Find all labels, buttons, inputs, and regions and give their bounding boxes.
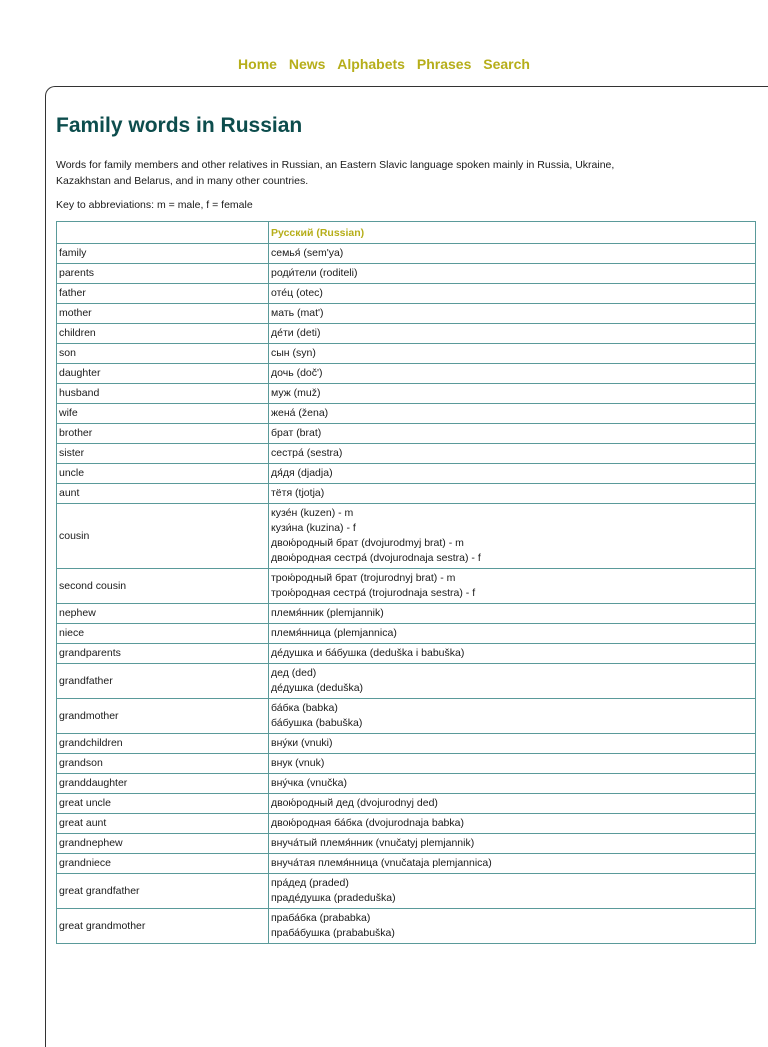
russian-word: тётя (tjotja) xyxy=(271,487,325,499)
russian-word-cell xyxy=(269,874,756,909)
russian-word: внуча́тая племя́нница (vnučataja plemjannica) xyxy=(271,857,492,869)
table-row xyxy=(57,504,756,569)
russian-word: кузе́н (kuzen) - m xyxy=(271,507,354,519)
russian-word-cell xyxy=(269,604,756,624)
russian-word: мать (mat') xyxy=(271,307,324,319)
table-row xyxy=(57,324,756,344)
english-word-cell: father xyxy=(57,284,269,304)
english-word-cell: great grandmother xyxy=(57,909,269,944)
table-row xyxy=(57,484,756,504)
russian-word: внуча́тый племя́нник (vnučatyj plemjannik) xyxy=(271,837,475,849)
family-words-table xyxy=(56,221,756,944)
russian-word-cell xyxy=(269,304,756,324)
russian-word: жена́ (žena) xyxy=(271,407,329,419)
english-word-cell: mother xyxy=(57,304,269,324)
english-word-cell: daughter xyxy=(57,364,269,384)
table-row xyxy=(57,244,756,264)
english-word-cell: granddaughter xyxy=(57,774,269,794)
english-word-cell: grandfather xyxy=(57,664,269,699)
russian-word: трою́родная сестра́ (trojurodnaja sestra) - f xyxy=(271,587,476,599)
russian-word-cell xyxy=(269,284,756,304)
table-row xyxy=(57,814,756,834)
table-row xyxy=(57,304,756,324)
russian-word-cell xyxy=(269,424,756,444)
russian-word-cell xyxy=(269,324,756,344)
russian-word-cell xyxy=(269,664,756,699)
russian-word: трою́родный брат (trojurodnyj brat) - m xyxy=(271,572,456,584)
russian-word: праде́душка (pradeduška) xyxy=(271,892,396,904)
english-word-cell: grandnephew xyxy=(57,834,269,854)
russian-word-cell xyxy=(269,854,756,874)
russian-word: вну́чка (vnučka) xyxy=(271,777,347,789)
russian-word: праба́бушка (prababuška) xyxy=(271,927,395,939)
english-word-cell: husband xyxy=(57,384,269,404)
english-word-cell: aunt xyxy=(57,484,269,504)
table-row xyxy=(57,444,756,464)
russian-word-cell xyxy=(269,484,756,504)
russian-word: двою́родный брат (dvojurodmyj brat) - m xyxy=(271,537,464,549)
russian-word: сын (syn) xyxy=(271,347,316,359)
table-header-row xyxy=(57,222,756,244)
english-word-cell: great uncle xyxy=(57,794,269,814)
header-english xyxy=(57,222,269,244)
top-navigation xyxy=(0,56,768,72)
table-row xyxy=(57,774,756,794)
table-row xyxy=(57,699,756,734)
english-word-cell: sister xyxy=(57,444,269,464)
russian-word: пра́дед (praded) xyxy=(271,877,349,889)
table-row xyxy=(57,464,756,484)
intro-paragraph: Words for family members and other relatives in Russian, an Eastern Slavic language spoken mainly in Russia, Ukraine, Kazakhstan and Belarus, and in many other countries. xyxy=(56,159,615,187)
table-row xyxy=(57,264,756,284)
russian-word: племя́нник (plemjannik) xyxy=(271,607,384,619)
english-word-cell: uncle xyxy=(57,464,269,484)
table-row xyxy=(57,794,756,814)
english-word-cell: grandniece xyxy=(57,854,269,874)
russian-word: двою́родная сестра́ (dvojurodnaja sestra) - f xyxy=(271,552,481,564)
russian-word: внук (vnuk) xyxy=(271,757,325,769)
russian-word: дя́дя (djadja) xyxy=(271,467,333,479)
russian-word-cell xyxy=(269,774,756,794)
table-body xyxy=(57,244,756,944)
russian-word-cell xyxy=(269,444,756,464)
russian-word: дед (ded) xyxy=(271,667,317,679)
russian-word-cell xyxy=(269,404,756,424)
russian-word: ба́бка (babka) xyxy=(271,702,338,714)
russian-word: дочь (doč') xyxy=(271,367,323,379)
russian-word-cell xyxy=(269,834,756,854)
russian-word: роди́тели (roditeli) xyxy=(271,267,358,279)
table-row xyxy=(57,734,756,754)
english-word-cell: grandmother xyxy=(57,699,269,734)
table-row xyxy=(57,664,756,699)
russian-word-cell xyxy=(269,264,756,284)
english-word-cell: niece xyxy=(57,624,269,644)
nav-phrases-link[interactable]: Phrases xyxy=(416,56,472,72)
english-word-cell: son xyxy=(57,344,269,364)
english-word-cell: family xyxy=(57,244,269,264)
russian-word: двою́родная ба́бка (dvojurodnaja babka) xyxy=(271,817,464,829)
table-row xyxy=(57,284,756,304)
english-word-cell: nephew xyxy=(57,604,269,624)
english-word-cell: children xyxy=(57,324,269,344)
table-row xyxy=(57,424,756,444)
english-word-cell: cousin xyxy=(57,504,269,569)
table-row xyxy=(57,909,756,944)
russian-word: муж (muž) xyxy=(271,387,321,399)
russian-word-cell xyxy=(269,624,756,644)
english-word-cell: grandparents xyxy=(57,644,269,664)
abbreviation-key: Key to abbreviations: m = male, f = female xyxy=(56,199,253,211)
table-row xyxy=(57,854,756,874)
russian-word: племя́нница (plemjannica) xyxy=(271,627,397,639)
main-content xyxy=(56,87,768,944)
russian-word-cell xyxy=(269,244,756,264)
nav-search-link[interactable]: Search xyxy=(483,56,530,72)
table-row xyxy=(57,569,756,604)
russian-word-cell xyxy=(269,344,756,364)
english-word-cell: grandson xyxy=(57,754,269,774)
russian-word: вну́ки (vnuki) xyxy=(271,737,333,749)
russian-word-cell xyxy=(269,464,756,484)
russian-word: де́душка (deduška) xyxy=(271,682,364,694)
table-row xyxy=(57,344,756,364)
english-word-cell: wife xyxy=(57,404,269,424)
content-panel xyxy=(45,86,768,1047)
russian-word: кузи́на (kuzina) - f xyxy=(271,522,356,534)
russian-word-cell xyxy=(269,794,756,814)
english-word-cell: great aunt xyxy=(57,814,269,834)
table-row xyxy=(57,604,756,624)
nav-home-link[interactable]: Home xyxy=(238,56,277,72)
table-row xyxy=(57,384,756,404)
russian-word-cell xyxy=(269,569,756,604)
table-row xyxy=(57,364,756,384)
russian-word-cell xyxy=(269,909,756,944)
table-row xyxy=(57,404,756,424)
nav-alphabets-link[interactable]: Alphabets xyxy=(337,56,405,72)
english-word-cell: parents xyxy=(57,264,269,284)
russian-word: брат (brat) xyxy=(271,427,322,439)
table-row xyxy=(57,644,756,664)
table-row xyxy=(57,754,756,774)
page-title: Family words in Russian xyxy=(56,114,303,137)
russian-word-cell xyxy=(269,754,756,774)
russian-word: сестра́ (sestra) xyxy=(271,447,343,459)
table-row xyxy=(57,834,756,854)
russian-word-cell xyxy=(269,814,756,834)
russian-word-cell xyxy=(269,364,756,384)
english-word-cell: brother xyxy=(57,424,269,444)
table-row xyxy=(57,624,756,644)
russian-word: де́душка и ба́бушка (deduška i babuška) xyxy=(271,647,465,659)
russian-word: ба́бушка (babuška) xyxy=(271,717,363,729)
russian-word-cell xyxy=(269,504,756,569)
russian-word: де́ти (deti) xyxy=(271,327,321,339)
russian-word-cell xyxy=(269,734,756,754)
table-row xyxy=(57,874,756,909)
header-russian: Русский (Russian) xyxy=(269,222,756,244)
english-word-cell: second cousin xyxy=(57,569,269,604)
russian-word: семья́ (sem'ya) xyxy=(271,247,344,259)
nav-news-link[interactable]: News xyxy=(288,56,326,72)
russian-word: двою́родный дед (dvojurodnyj ded) xyxy=(271,797,438,809)
english-word-cell: grandchildren xyxy=(57,734,269,754)
english-word-cell: great grandfather xyxy=(57,874,269,909)
russian-word: оте́ц (otec) xyxy=(271,287,323,299)
russian-word: праба́бка (prababka) xyxy=(271,912,371,924)
russian-word-cell xyxy=(269,699,756,734)
russian-word-cell xyxy=(269,384,756,404)
russian-word-cell xyxy=(269,644,756,664)
